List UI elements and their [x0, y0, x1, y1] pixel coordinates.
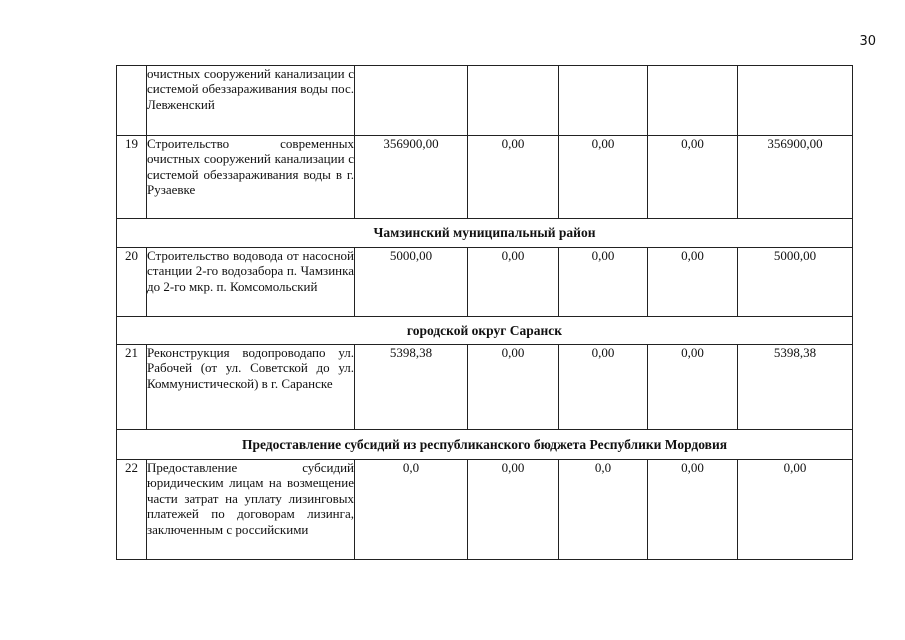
amount-cell: 0,00 [559, 136, 648, 219]
section-title: Предоставление субсидий из республиканского бюджета Республики Мордовия [117, 430, 853, 460]
row-number: 22 [117, 460, 147, 560]
object-name: очистных сооружений канализации с системой обеззараживания воды пос. Левженский [147, 66, 355, 136]
amount-cell: 0,00 [468, 136, 559, 219]
row-number: 19 [117, 136, 147, 219]
object-name: Строительство современных очистных сооружений канализации с системой обеззараживания воды в г. Рузаевке [147, 136, 355, 219]
budget-table [116, 65, 853, 560]
section-header-row [117, 317, 853, 345]
amount-cell: 0,00 [559, 345, 648, 430]
amount-cell [738, 66, 853, 136]
table-row [117, 136, 853, 219]
amount-cell [468, 66, 559, 136]
row-number: 20 [117, 248, 147, 317]
amount-cell: 0,00 [648, 248, 738, 317]
amount-cell: 5000,00 [738, 248, 853, 317]
object-name: Реконструкция водопроводапо ул. Рабочей (от ул. Советской до ул. Коммунистической) в г. Саранске [147, 345, 355, 430]
amount-cell: 5398,38 [355, 345, 468, 430]
amount-cell: 0,00 [648, 136, 738, 219]
table-body [117, 66, 853, 560]
table-row [117, 345, 853, 430]
amount-cell: 5398,38 [738, 345, 853, 430]
amount-cell: 0,00 [738, 460, 853, 560]
page-number: 30 [859, 34, 876, 49]
table-row [117, 248, 853, 317]
object-name: Предоставление субсидий юридическим лицам на возмещение части затрат на уплату лизинговых платежей по договорам лизинга, заключенным с российскими [147, 460, 355, 560]
section-title: городской округ Саранск [117, 317, 853, 345]
amount-cell [648, 66, 738, 136]
amount-cell: 0,00 [648, 460, 738, 560]
amount-cell: 0,00 [468, 460, 559, 560]
table-row [117, 460, 853, 560]
row-number [117, 66, 147, 136]
section-header-row [117, 219, 853, 248]
amount-cell: 0,00 [468, 248, 559, 317]
amount-cell: 5000,00 [355, 248, 468, 317]
object-name: Строительство водовода от насосной станции 2-го водозабора п. Чамзинка до 2-го мкр. п. Комсомольский [147, 248, 355, 317]
amount-cell: 0,0 [355, 460, 468, 560]
amount-cell: 356900,00 [355, 136, 468, 219]
section-title: Чамзинский муниципальный район [117, 219, 853, 248]
row-number: 21 [117, 345, 147, 430]
amount-cell: 0,00 [559, 248, 648, 317]
amount-cell: 356900,00 [738, 136, 853, 219]
section-header-row [117, 430, 853, 460]
amount-cell [559, 66, 648, 136]
amount-cell [355, 66, 468, 136]
amount-cell: 0,00 [648, 345, 738, 430]
amount-cell: 0,00 [468, 345, 559, 430]
table-row [117, 66, 853, 136]
amount-cell: 0,0 [559, 460, 648, 560]
